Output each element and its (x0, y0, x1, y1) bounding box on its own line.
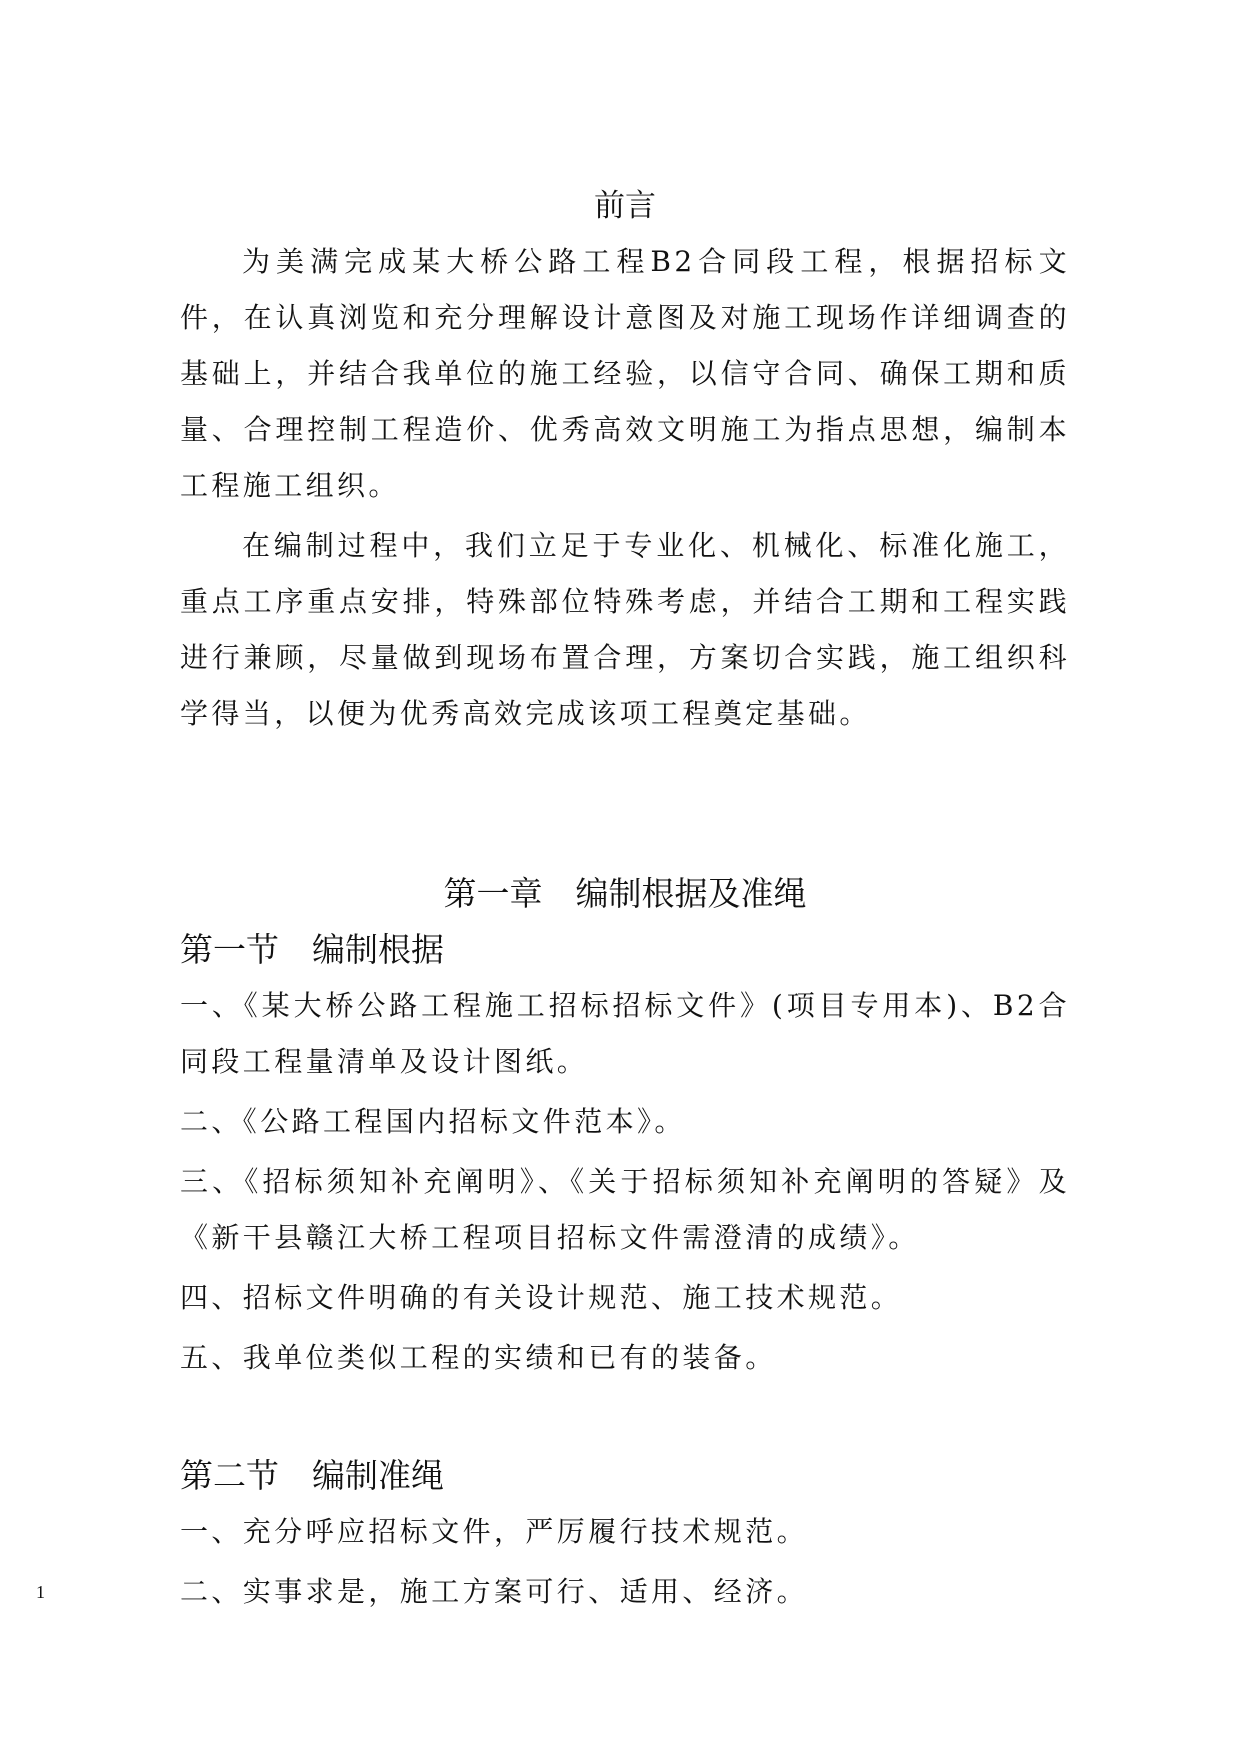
principle-item: 二、实事求是，施工方案可行、适用、经济。 (180, 1575, 809, 1608)
chapter-title: 第一章 编制根据及准绳 (443, 874, 807, 913)
basis-item: 五、我单位类似工程的实绩和已有的装备。 (180, 1341, 777, 1374)
preface-title: 前言 (594, 188, 656, 224)
preface-paragraph: 在编制过程中，我们立足于专业化、机械化、标准化施工，重点工序重点安排，特殊部位特殊考虑，并结合工期和工程实践进行兼顾，尽量做到现场布置合理，方案切合实践，施工组织科学得当，以便为优秀高效完成该项工程奠定基础。 (180, 529, 1070, 730)
basis-item: 四、招标文件明确的有关设计规范、施工技术规范。 (180, 1281, 903, 1314)
basis-item: 三、《招标须知补充阐明》、《关于招标须知补充阐明的答疑》及《新干县赣江大桥工程项目招标文件需澄清的成绩》。 (180, 1165, 1070, 1254)
page-content (180, 178, 1070, 1620)
section-title-basis: 第一节 编制根据 (180, 930, 444, 969)
page-number: 1 (36, 1582, 45, 1602)
section-title-principles: 第二节 编制准绳 (180, 1456, 444, 1495)
principle-item: 一、充分呼应招标文件，严厉履行技术规范。 (180, 1515, 809, 1548)
basis-item: 二、《公路工程国内招标文件范本》。 (180, 1105, 686, 1138)
preface-paragraph: 为美满完成某大桥公路工程B2合同段工程，根据招标文件，在认真浏览和充分理解设计意图及对施工现场作详细调查的基础上，并结合我单位的施工经验，以信守合同、确保工期和质量、合理控制工程造价、优秀高效文明施工为指点思想，编制本工程施工组织。 (180, 245, 1070, 502)
basis-item: 一、《某大桥公路工程施工招标招标文件》(项目专用本)、B2合同段工程量清单及设计图纸。 (180, 989, 1070, 1078)
